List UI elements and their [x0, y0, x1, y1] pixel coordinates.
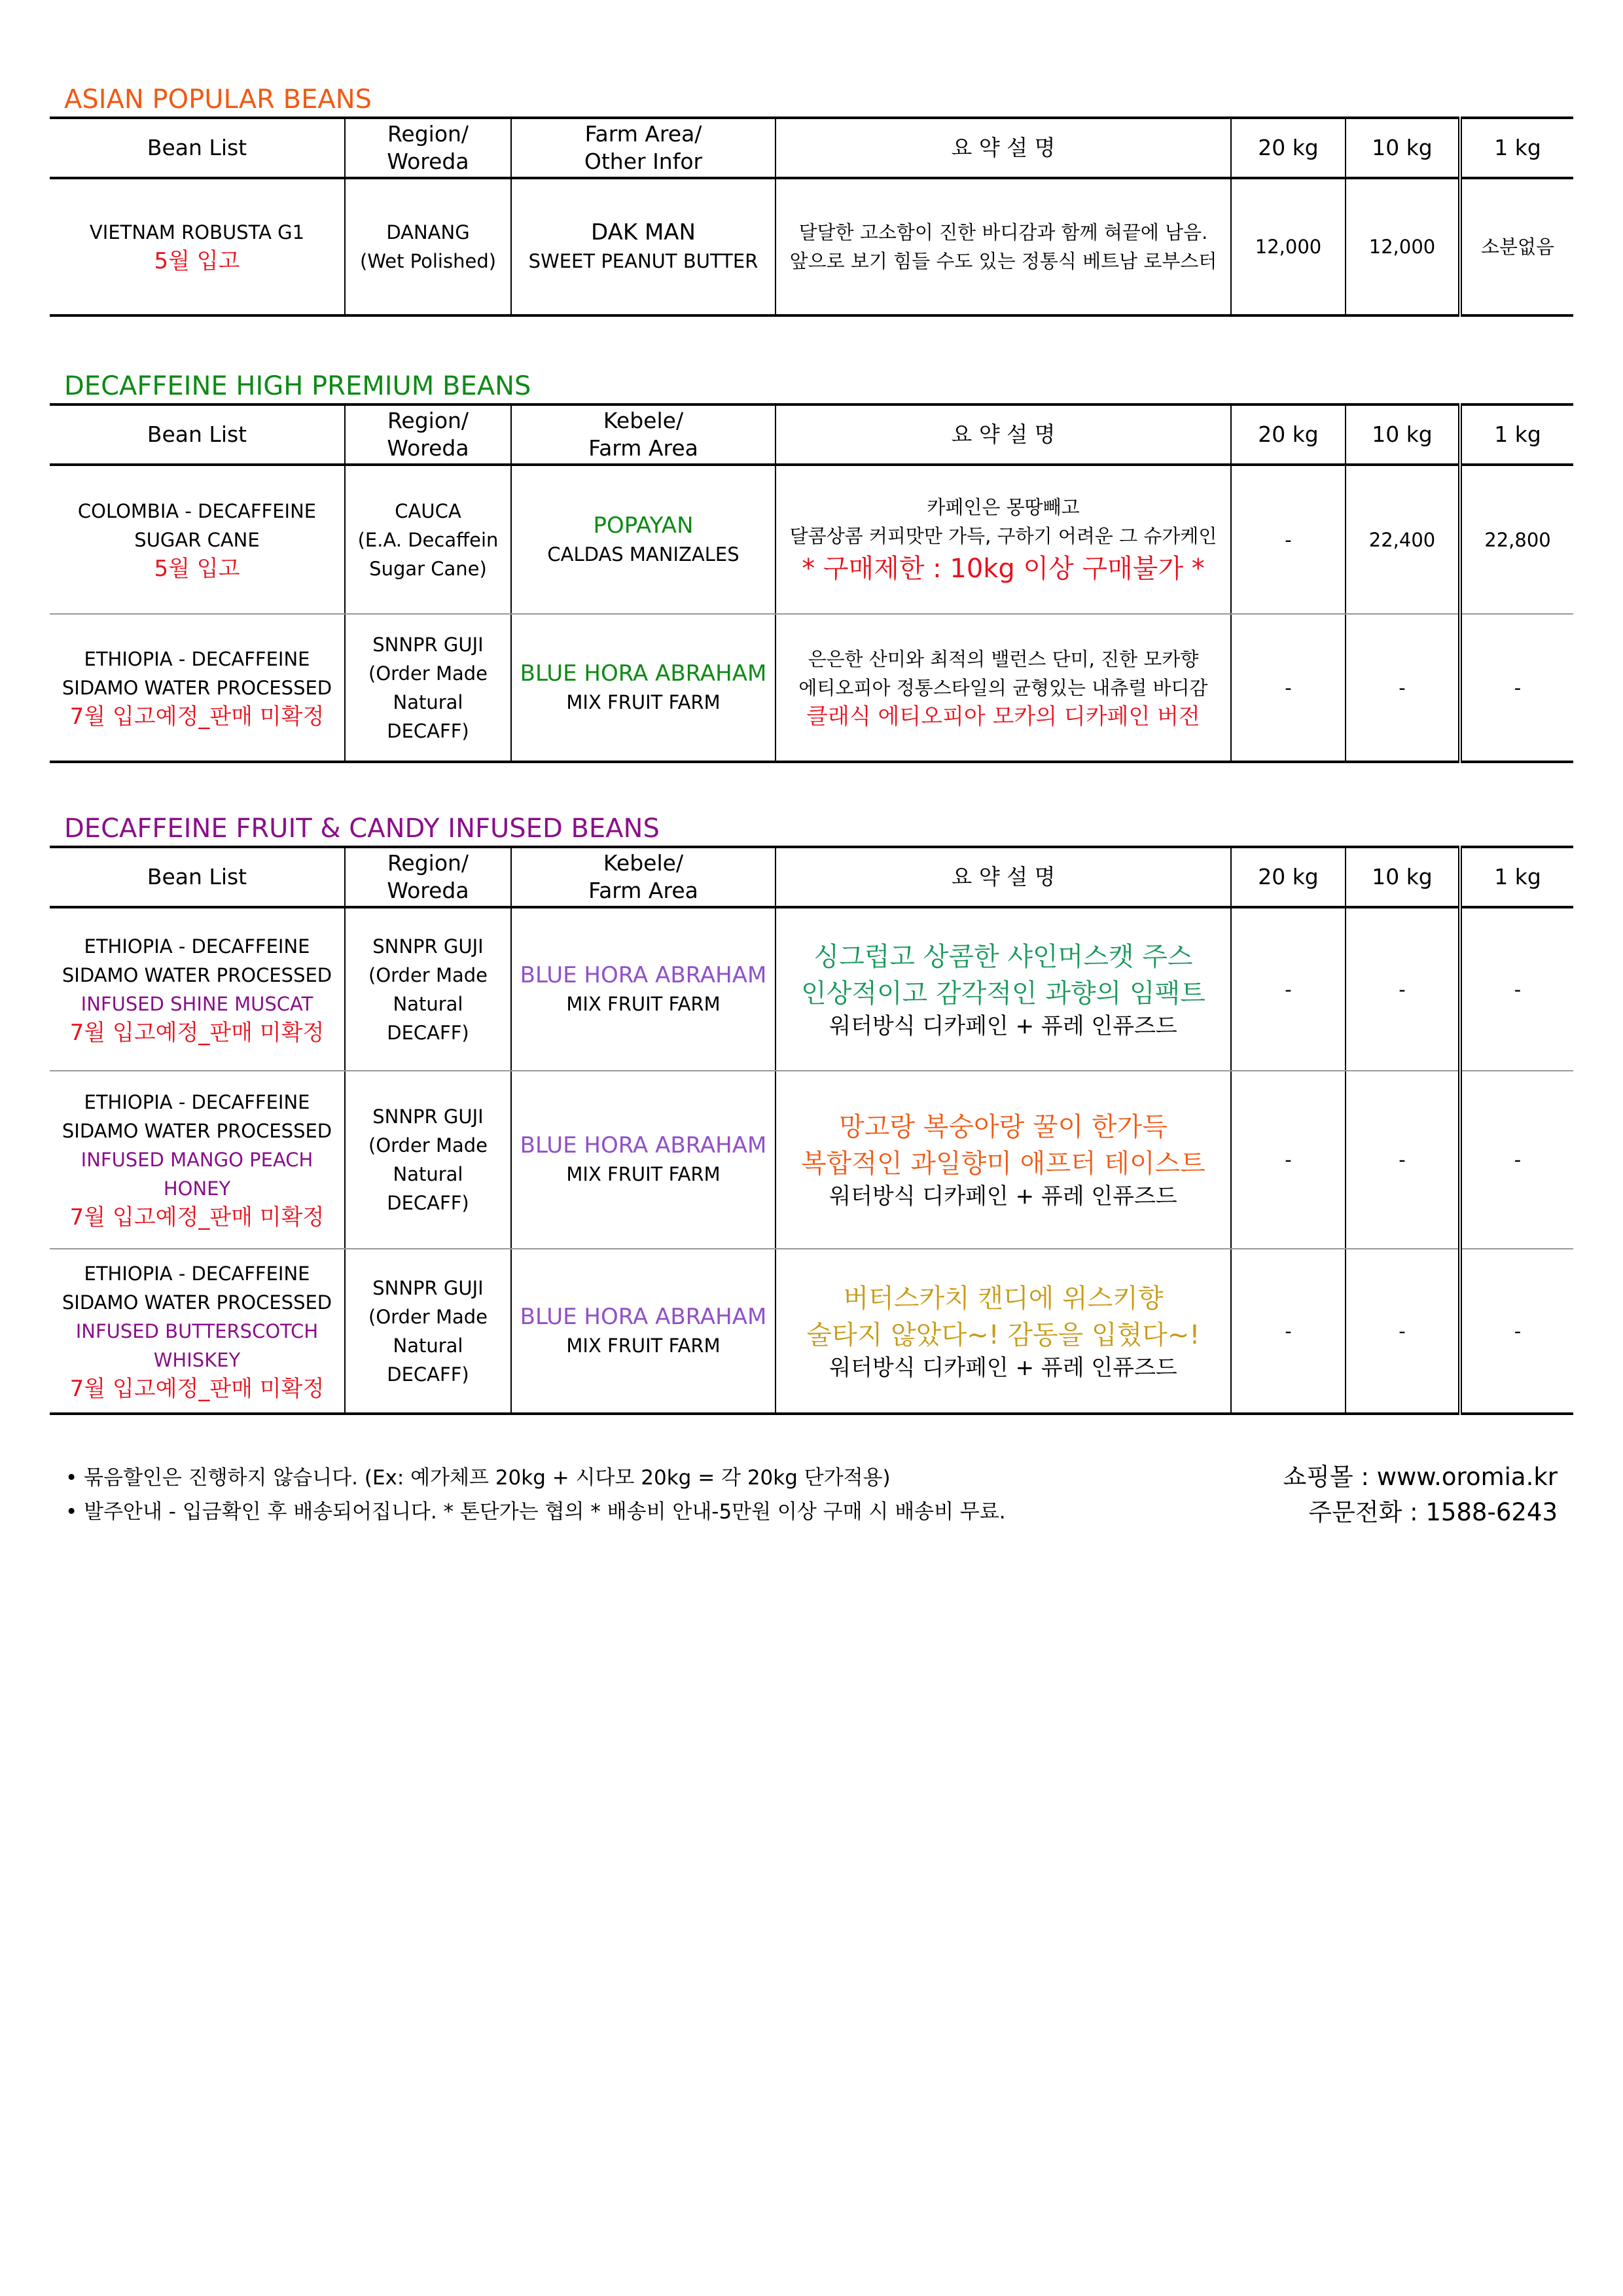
price-10kg: -: [1346, 907, 1460, 1071]
table-row: [50, 178, 1573, 315]
table-row: [50, 1071, 1573, 1249]
col-region: Region/ Woreda: [345, 404, 511, 465]
table-header-row: [50, 118, 1573, 178]
price-20kg: -: [1231, 907, 1346, 1071]
section-title: ASIAN POPULAR BEANS: [64, 84, 372, 115]
price-20kg: -: [1231, 614, 1346, 762]
farm-cell: DAK MAN SWEET PEANUT BUTTER: [511, 178, 776, 315]
col-bean-list: Bean List: [50, 404, 345, 465]
price-1kg: 소분없음: [1460, 178, 1573, 315]
col-region: Region/ Woreda: [345, 847, 511, 907]
col-summary: 요 약 설 명: [776, 404, 1231, 465]
col-summary: 요 약 설 명: [776, 118, 1231, 178]
col-20kg: 20 kg: [1231, 847, 1346, 907]
price-10kg: 22,400: [1346, 465, 1460, 614]
bean-cell: VIETNAM ROBUSTA G1 5월 입고: [50, 178, 345, 315]
region-cell: CAUCA (E.A. Decaffein Sugar Cane): [345, 465, 511, 614]
bean-cell: ETHIOPIA - DECAFFEINE SIDAMO WATER PROCESSED INFUSED MANGO PEACH HONEY 7월 입고예정_판매 미확정: [50, 1071, 345, 1249]
price-20kg: -: [1231, 1071, 1346, 1249]
farm-cell: BLUE HORA ABRAHAM MIX FRUIT FARM: [511, 614, 776, 762]
shop-url[interactable]: 쇼핑몰 : www.oromia.kr: [1283, 1463, 1558, 1491]
table-row: [50, 1249, 1573, 1414]
col-bean-list: Bean List: [50, 118, 345, 178]
col-1kg: 1 kg: [1460, 847, 1573, 907]
col-farm-area: Farm Area/ Other Infor: [511, 118, 776, 178]
region-cell: SNNPR GUJI (Order Made Natural DECAFF): [345, 907, 511, 1071]
table-row: [50, 614, 1573, 762]
col-10kg: 10 kg: [1346, 118, 1460, 178]
region-cell: DANANG (Wet Polished): [345, 178, 511, 315]
farm-cell: POPAYAN CALDAS MANIZALES: [511, 465, 776, 614]
bean-table: [50, 117, 1573, 317]
region-cell: SNNPR GUJI (Order Made Natural DECAFF): [345, 1071, 511, 1249]
bean-table: [50, 846, 1573, 1415]
price-10kg: -: [1346, 1249, 1460, 1414]
description-cell: 카페인은 몽땅빼고 달콤상콤 커피맛만 가득, 구하기 어려운 그 슈가케인 * 구매제한 : 10kg 이상 구매불가 *: [776, 465, 1231, 614]
footer-note: • 묶음할인은 진행하지 않습니다. (Ex: 예가체프 20kg + 시다모 20kg = 각 20kg 단가적용): [65, 1466, 891, 1490]
footer-note: • 발주안내 - 입금확인 후 배송되어집니다. * 톤단가는 협의 * 배송비 안내-5만원 이상 구매 시 배송비 무료.: [65, 1500, 1006, 1524]
col-20kg: 20 kg: [1231, 118, 1346, 178]
farm-cell: BLUE HORA ABRAHAM MIX FRUIT FARM: [511, 907, 776, 1071]
table-row: [50, 907, 1573, 1071]
price-20kg: -: [1231, 1249, 1346, 1414]
farm-cell: BLUE HORA ABRAHAM MIX FRUIT FARM: [511, 1249, 776, 1414]
price-1kg: 22,800: [1460, 465, 1573, 614]
price-1kg: -: [1460, 614, 1573, 762]
col-10kg: 10 kg: [1346, 404, 1460, 465]
table-row: [50, 465, 1573, 614]
farm-cell: BLUE HORA ABRAHAM MIX FRUIT FARM: [511, 1071, 776, 1249]
col-bean-list: Bean List: [50, 847, 345, 907]
price-10kg: -: [1346, 614, 1460, 762]
col-10kg: 10 kg: [1346, 847, 1460, 907]
footer-notes: [65, 1461, 1006, 1529]
section-title: DECAFFEINE HIGH PREMIUM BEANS: [64, 371, 531, 401]
description-cell: 달달한 고소함이 진한 바디감과 함께 혀끝에 남음. 앞으로 보기 힘들 수도 있는 정통식 베트남 로부스터: [776, 178, 1231, 315]
table-header-row: [50, 404, 1573, 465]
price-10kg: -: [1346, 1071, 1460, 1249]
col-kebele: Kebele/ Farm Area: [511, 847, 776, 907]
description-cell: 은은한 산미와 최적의 밸런스 단미, 진한 모카향 에티오피아 정통스타일의 균형있는 내츄럴 바디감 클래식 에티오피아 모카의 디카페인 버전: [776, 614, 1231, 762]
col-1kg: 1 kg: [1460, 404, 1573, 465]
price-1kg: -: [1460, 1249, 1573, 1414]
col-region: Region/ Woreda: [345, 118, 511, 178]
price-20kg: 12,000: [1231, 178, 1346, 315]
col-20kg: 20 kg: [1231, 404, 1346, 465]
table-header-row: [50, 847, 1573, 907]
order-phone[interactable]: 주문전화 : 1588-6243: [1308, 1498, 1558, 1526]
footer-contact: [1283, 1460, 1558, 1530]
region-cell: SNNPR GUJI (Order Made Natural DECAFF): [345, 1249, 511, 1414]
bean-table: [50, 403, 1573, 763]
price-1kg: -: [1460, 1071, 1573, 1249]
description-cell: 버터스카치 캔디에 위스키향 술타지 않았다~! 감동을 입혔다~! 워터방식 디카페인 + 퓨레 인퓨즈드: [776, 1249, 1231, 1414]
description-cell: 싱그럽고 상콤한 샤인머스캣 주스 인상적이고 감각적인 과향의 임팩트 워터방식 디카페인 + 퓨레 인퓨즈드: [776, 907, 1231, 1071]
price-20kg: -: [1231, 465, 1346, 614]
col-kebele: Kebele/ Farm Area: [511, 404, 776, 465]
section-title: DECAFFEINE FRUIT & CANDY INFUSED BEANS: [64, 814, 660, 844]
region-cell: SNNPR GUJI (Order Made Natural DECAFF): [345, 614, 511, 762]
description-cell: 망고랑 복숭아랑 꿀이 한가득 복합적인 과일향미 애프터 테이스트 워터방식 디카페인 + 퓨레 인퓨즈드: [776, 1071, 1231, 1249]
bean-cell: ETHIOPIA - DECAFFEINE SIDAMO WATER PROCESSED INFUSED BUTTERSCOTCH WHISKEY 7월 입고예정_판매 미확정: [50, 1249, 345, 1414]
price-1kg: -: [1460, 907, 1573, 1071]
bean-cell: ETHIOPIA - DECAFFEINE SIDAMO WATER PROCESSED 7월 입고예정_판매 미확정: [50, 614, 345, 762]
price-10kg: 12,000: [1346, 178, 1460, 315]
col-1kg: 1 kg: [1460, 118, 1573, 178]
col-summary: 요 약 설 명: [776, 847, 1231, 907]
bean-cell: ETHIOPIA - DECAFFEINE SIDAMO WATER PROCESSED INFUSED SHINE MUSCAT 7월 입고예정_판매 미확정: [50, 907, 345, 1071]
bean-cell: COLOMBIA - DECAFFEINE SUGAR CANE 5월 입고: [50, 465, 345, 614]
